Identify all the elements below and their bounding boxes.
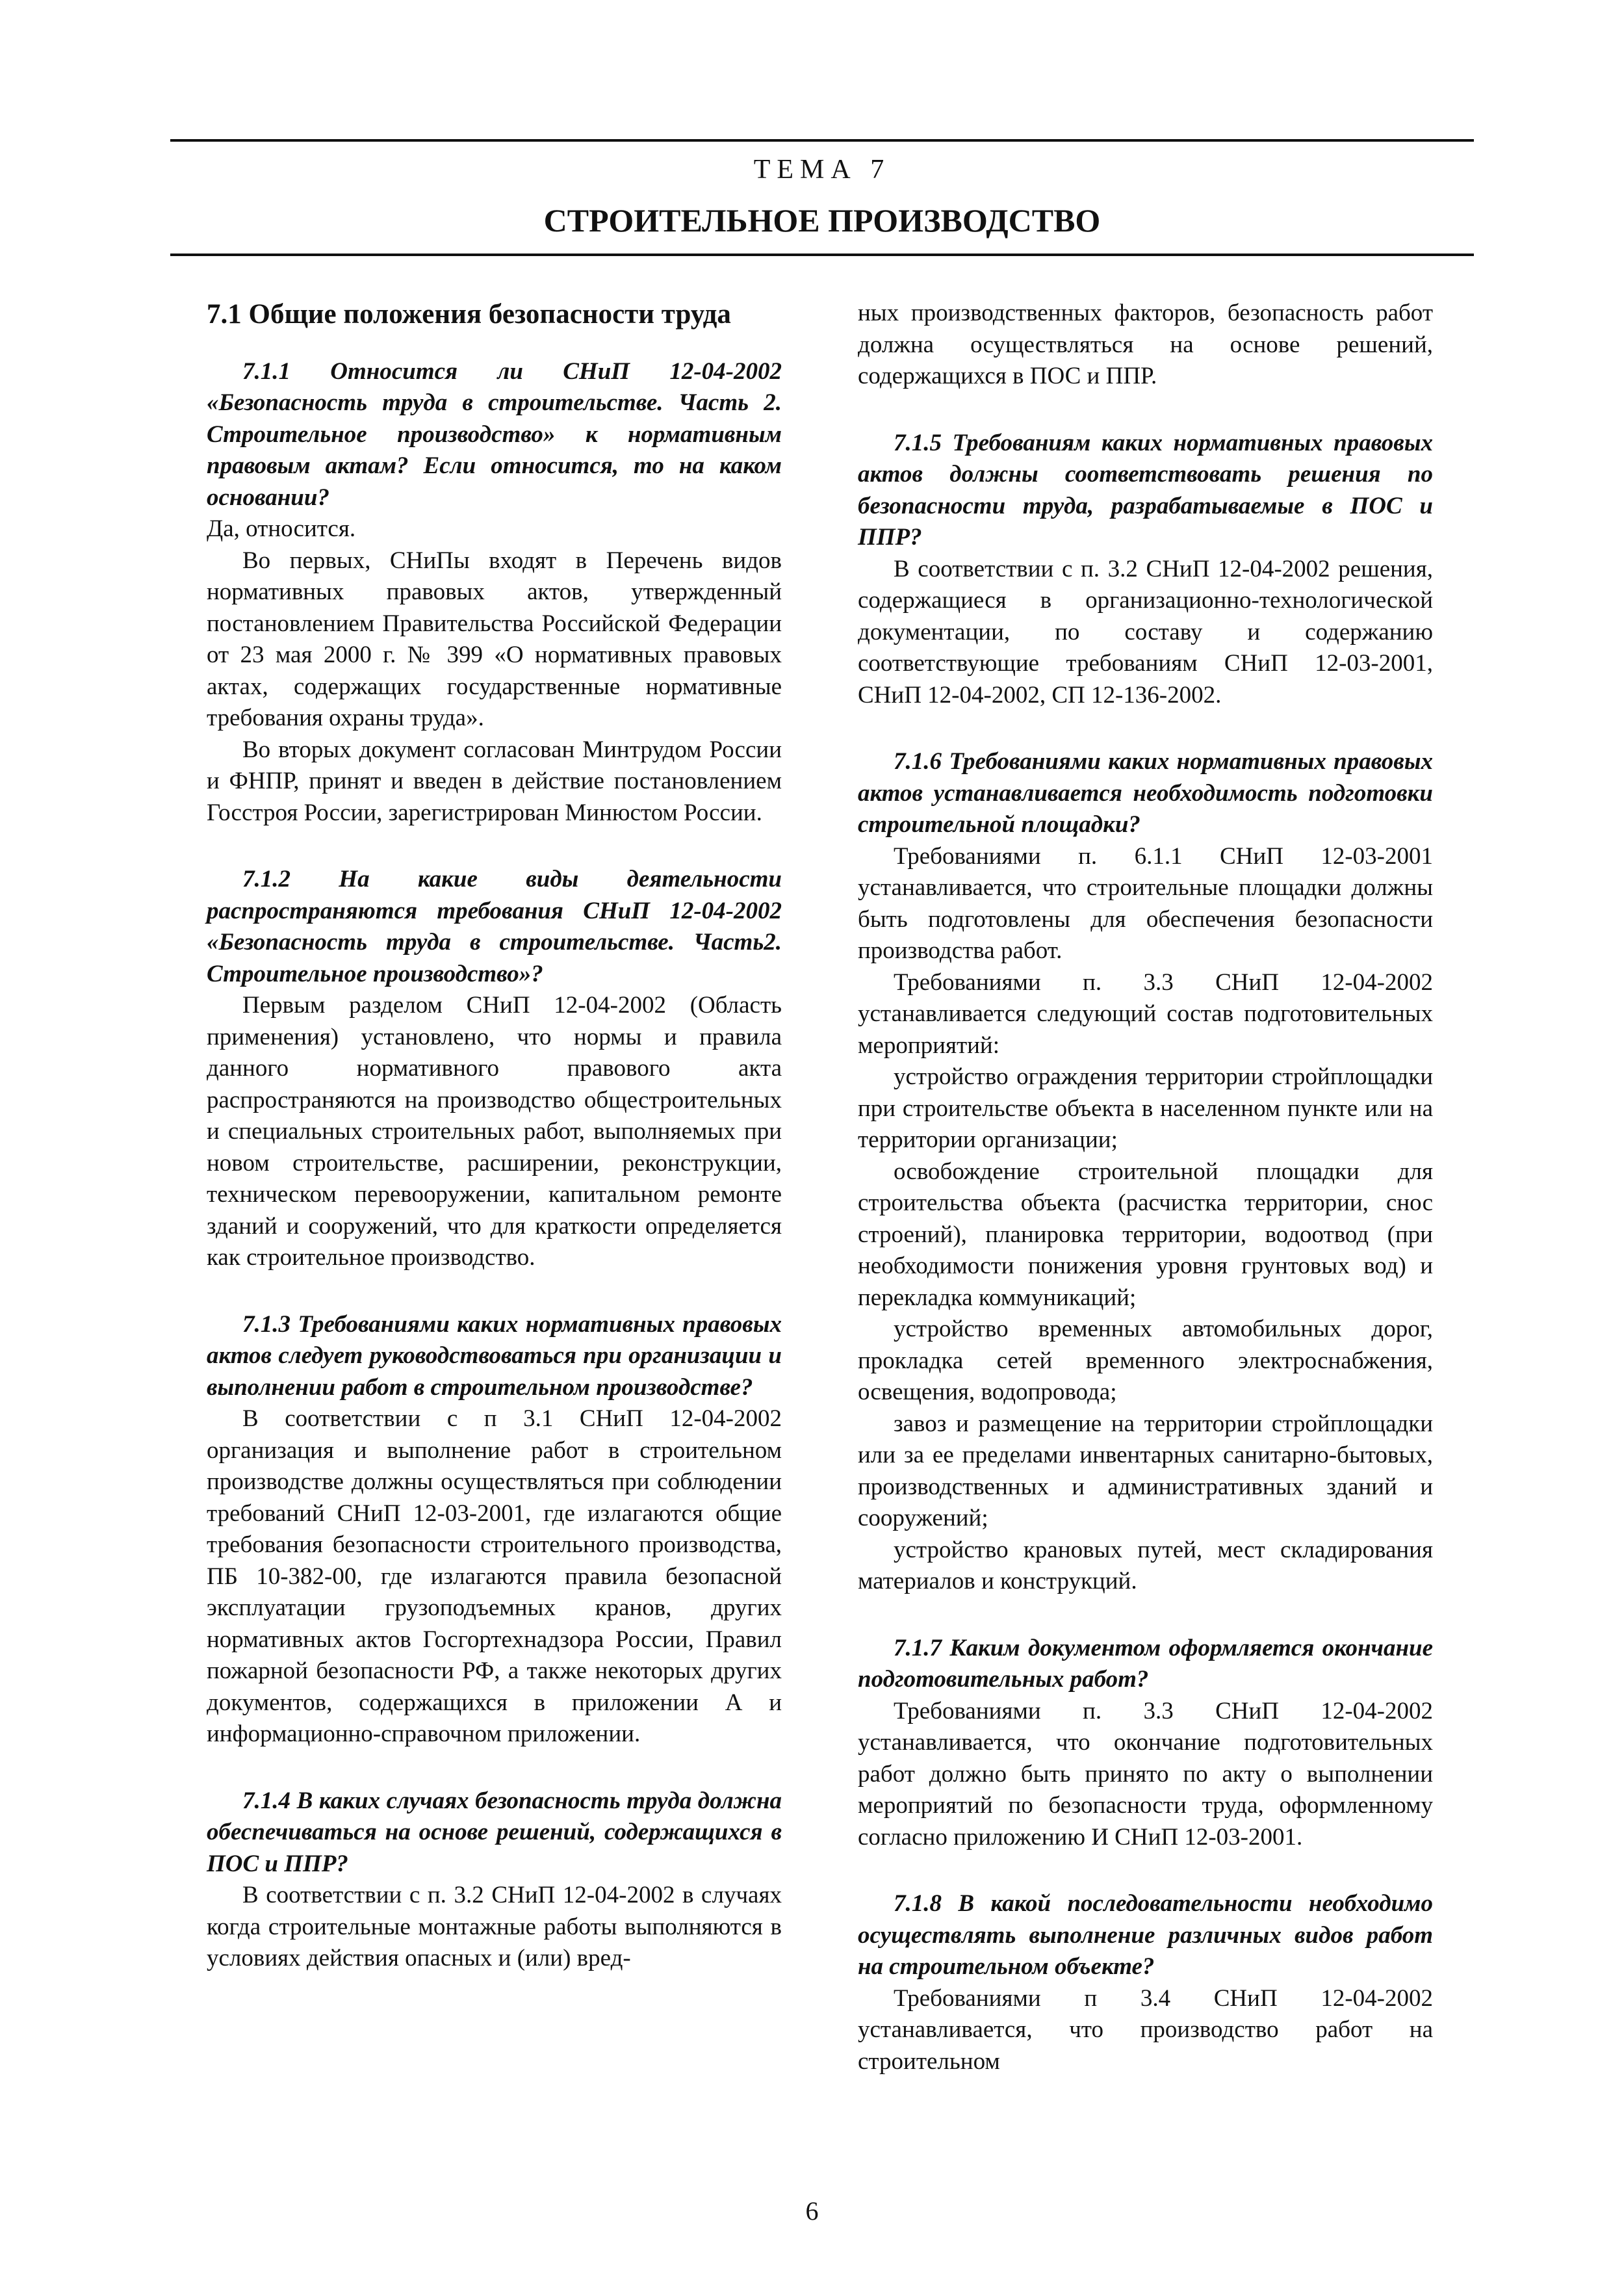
question-7-1-1: 7.1.1 Относится ли СНиП 12-04-2002 «Безопасность труда в строительстве. Часть 2. Строительное производство» к нормативным правовым актам? Если относится, то на каком основании? [207,358,782,511]
header-bottom-rule [170,254,1474,256]
question-7-1-6: 7.1.6 Требованиями каких нормативных правовых актов устанавливается необходимость подготовки строительной площадки? [858,748,1433,838]
question-7-1-8: 7.1.8 В какой последовательности необходимо осуществлять выполнение различных видов работ на строительном объекте? [858,1890,1433,1980]
question-7-1-7: 7.1.7 Каким документом оформляется окончание подготовительных работ? [858,1634,1433,1693]
list-item: устройство ограждения территории стройплощадки при строительстве объекта в населенном пункте или на территории организации; [858,1063,1433,1153]
answer-7-1-6-p2: Требованиями п. 3.3 СНиП 12-04-2002 устанавливается следующий состав подготовительных мероприятий: [858,968,1433,1059]
list-item: устройство временных автомобильных дорог, прокладка сетей временного электроснабжения, освещения, водопровода; [858,1316,1433,1405]
theme-label: ТЕМА 7 [753,155,891,185]
right-column [858,298,1433,2077]
answer-7-1-2: Первым разделом СНиП 12-04-2002 (Область применения) установлено, что нормы и правила данного нормативного правового акта распространяются на производство общестроительных и специальных строительных работ, выполняемых при новом строительстве, расширении, реконструкции, техническом перевооружении, капитальном ремонте зданий и сооружений, что для краткости определяется как строительное производство. [207,992,782,1271]
answer-7-1-1-p2: Во первых, СНиПы входят в Перечень видов нормативных правовых актов, утвержденный постановлением Правительства Российской Федерации от 23 мая 2000 г. № 399 «О нормативных правовых актах, содержащих государственные нормативные требования охраны труда». [207,547,782,732]
answer-7-1-8: Требованиями п 3.4 СНиП 12-04-2002 устанавливается, что производство работ на строительном [858,1984,1433,2075]
question-7-1-5: 7.1.5 Требованиям каких нормативных правовых актов должны соответствовать решения по безопасности труда, разрабатываемые в ПОС и ППР? [858,429,1433,551]
answer-7-1-1-p3: Во вторых документ согласован Минтрудом России и ФНПР, принят и введен в действие постановлением Госстроя России, зарегистрирован Минюстом России. [207,736,782,826]
answer-7-1-3: В соответствии с п 3.1 СНиП 12-04-2002 организация и выполнение работ в строительном производстве должны осуществляться при соблюдении требований СНиП 12-03-2001, где излагаются общие требования безопасности строительного производства, ПБ 10-382-00, где излагаются правила безопасной эксплуатации грузоподъемных кранов, других нормативных актов Госгортехнадзора России, Правил пожарной безопасности РФ, а также некоторых других документов, содержащихся в приложении А и информационно-справочном приложении. [207,1405,782,1748]
header-top-rule [170,139,1474,142]
answer-7-1-6-p1: Требованиями п. 6.1.1 СНиП 12-03-2001 устанавливается, что строительные площадки должны быть подготовлены для обеспечения безопасности производства работ. [858,842,1433,964]
question-7-1-4: 7.1.4 В каких случаях безопасность труда должна обеспечиваться на основе решений, содержащихся в ПОС и ППР? [207,1787,782,1877]
chapter-title: СТРОИТЕЛЬНОЕ ПРОИЗВОДСТВО [543,202,1101,239]
list-item: освобождение строительной площадки для строительства объекта (расчистка территории, снос строений), планировка территории, водоотвод (при необходимости понижения уровня грунтовых вод) и перекладка коммуникаций; [858,1158,1433,1311]
list-item: завоз и размещение на территории стройплощадки или за ее пределами инвентарных санитарно-бытовых, производственных и административных зданий и сооружений; [858,1410,1433,1531]
list-item: устройство крановых путей, мест складирования материалов и конструкций. [858,1536,1433,1594]
answer-7-1-4-continued: ных производственных факторов, безопасность работ должна осуществляться на основе решений, содержащихся в ПОС и ППР. [858,300,1433,389]
answer-7-1-4: В соответствии с п. 3.2 СНиП 12-04-2002 в случаях когда строительные монтажные работы выполняются в условиях действия опасных и (или) вред- [207,1882,782,1972]
question-7-1-3: 7.1.3 Требованиями каких нормативных правовых актов следует руководствоваться при организации и выполнении работ в строительном производстве? [207,1310,782,1401]
answer-7-1-1-p1: Да, относится. [207,515,356,543]
page-number: 6 [805,2196,819,2226]
left-column [207,298,782,1975]
answer-7-1-5: В соответствии с п. 3.2 СНиП 12-04-2002 решения, содержащиеся в организационно-технологической документации, по составу и содержанию соответствующие требованиям СНиП 12-03-2001, СНиП 12-04-2002, СП 12-136-2002. [858,555,1433,708]
question-7-1-2: 7.1.2 На какие виды деятельности распространяются требования СНиП 12-04-2002 «Безопасность труда в строительстве. Часть2. Строительное производство»? [207,866,782,987]
section-title: 7.1 Общие положения безопасности труда [207,299,731,330]
answer-7-1-7: Требованиями п. 3.3 СНиП 12-04-2002 устанавливается, что окончание подготовительных работ должно быть принято по акту о выполнении мероприятий по безопасности труда, оформленному согласно приложению И СНиП 12-03-2001. [858,1697,1433,1851]
